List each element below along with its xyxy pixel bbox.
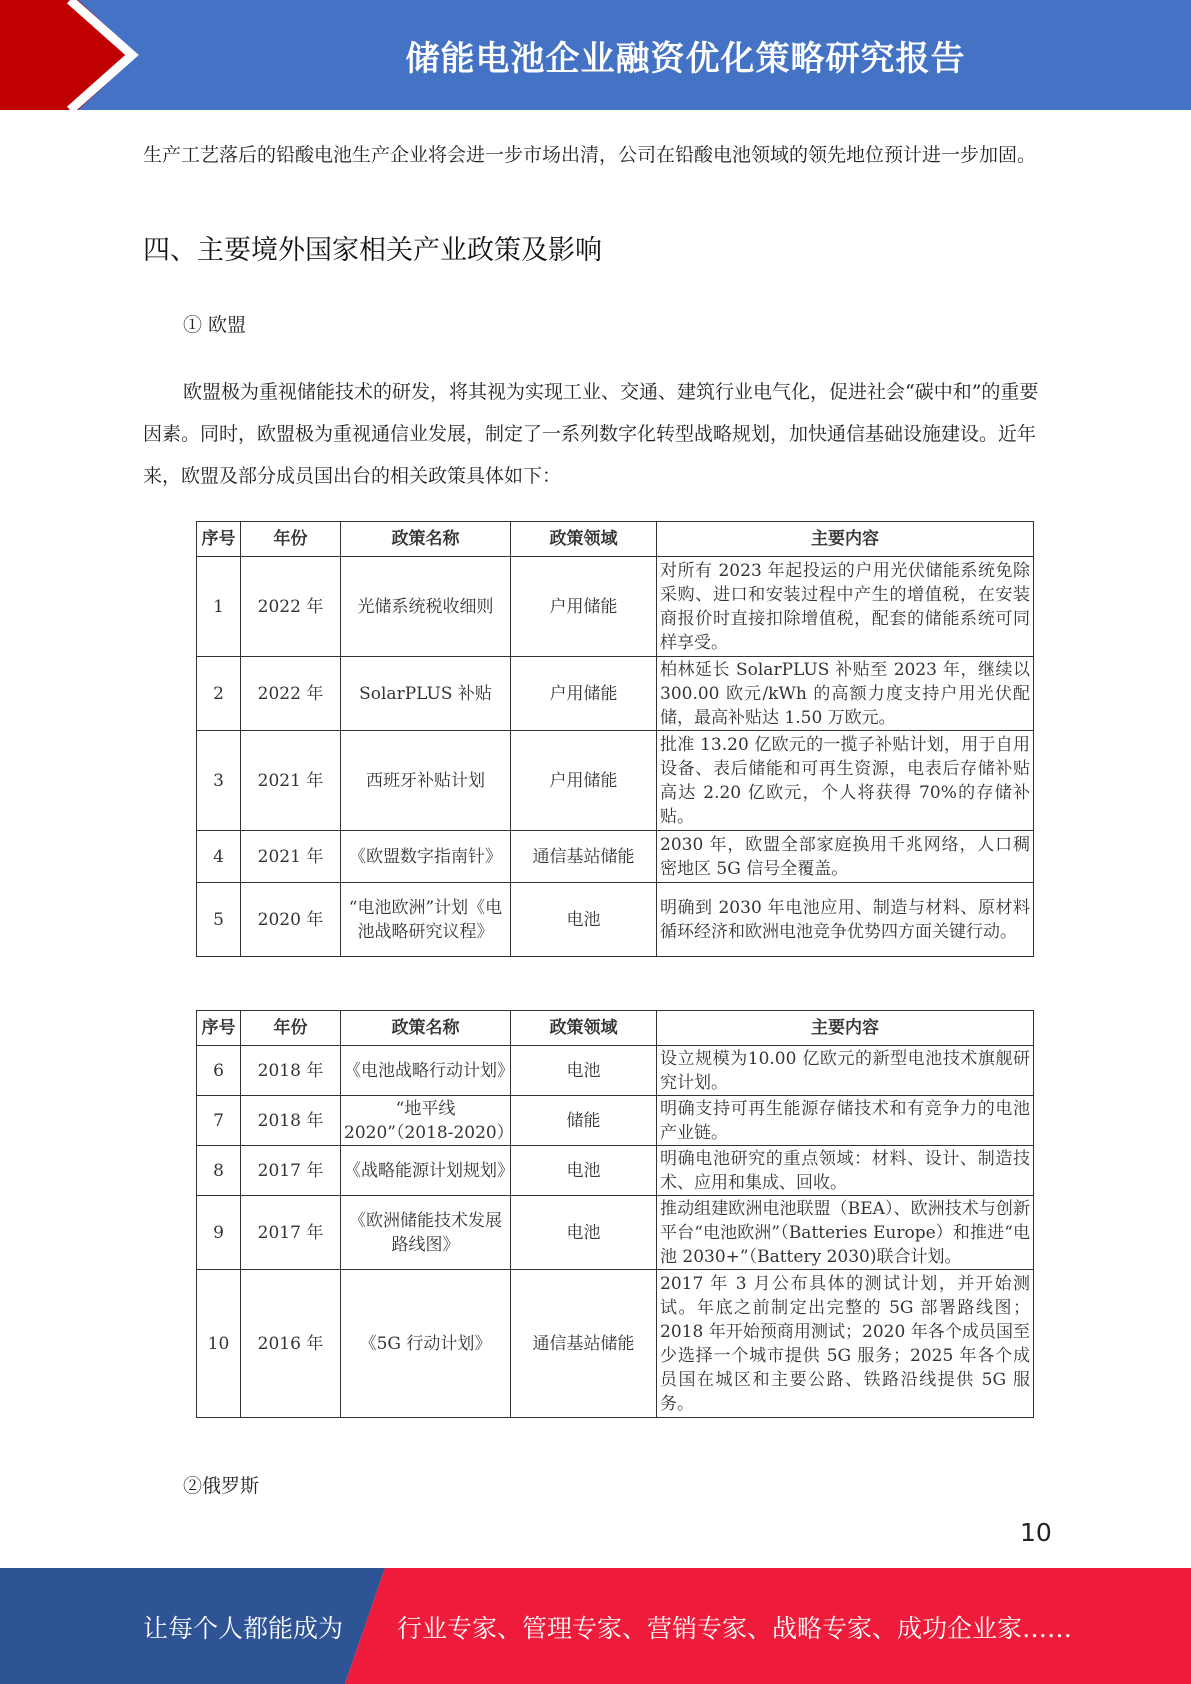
cell-policy-field: 电池 — [511, 1046, 657, 1096]
header-no: 序号 — [197, 1011, 241, 1046]
cell-main-content: 设立规模为10.00 亿欧元的新型电池技术旗舰研究计划。 — [657, 1046, 1034, 1096]
cell-policy-name: 西班牙补贴计划 — [341, 731, 511, 831]
policy-table-2 — [196, 1010, 1034, 1418]
cell-no: 10 — [197, 1270, 241, 1418]
policy-table-1 — [196, 521, 1034, 957]
cell-no: 6 — [197, 1046, 241, 1096]
cell-policy-name: SolarPLUS 补贴 — [341, 657, 511, 731]
table-row — [197, 883, 1034, 957]
cell-main-content: 明确到 2030 年电池应用、制造与材料、原材料循环经济和欧洲电池竞争优势四方面关键行动。 — [657, 883, 1034, 957]
header-no: 序号 — [197, 522, 241, 557]
cell-year: 2016 年 — [241, 1270, 341, 1418]
table-row — [197, 1196, 1034, 1270]
cell-main-content: 批准 13.20 亿欧元的一揽子补贴计划，用于自用设备、表后储能和可再生资源，电表后存储补贴高达 2.20 亿欧元，个人将获得 70%的存储补贴。 — [657, 731, 1034, 831]
subsection-eu: ① 欧盟 — [183, 314, 247, 336]
cell-policy-field: 通信基站储能 — [511, 1270, 657, 1418]
table-row — [197, 557, 1034, 657]
header-policy-field: 政策领域 — [511, 1011, 657, 1046]
header-policy-name: 政策名称 — [341, 1011, 511, 1046]
cell-no: 3 — [197, 731, 241, 831]
cell-main-content: 柏林延长 SolarPLUS 补贴至 2023 年，继续以 300.00 欧元/kWh 的高额力度支持户用光伏配储，最高补贴达 1.50 万欧元。 — [657, 657, 1034, 731]
cell-policy-field: 电池 — [511, 883, 657, 957]
cell-policy-field: 户用储能 — [511, 731, 657, 831]
table-row — [197, 1046, 1034, 1096]
cell-year: 2021 年 — [241, 831, 341, 883]
footer-slogan-right: 行业专家、管理专家、营销专家、战略专家、成功企业家…… — [397, 1614, 1073, 1643]
cell-policy-name: 光储系统税收细则 — [341, 557, 511, 657]
cell-year: 2017 年 — [241, 1146, 341, 1196]
cell-no: 2 — [197, 657, 241, 731]
cell-policy-field: 电池 — [511, 1196, 657, 1270]
report-title: 储能电池企业融资优化策略研究报告 — [405, 38, 966, 79]
header-policy-name: 政策名称 — [341, 522, 511, 557]
page-number: 10 — [1020, 1518, 1052, 1547]
cell-policy-name: 《欧洲储能技术发展路线图》 — [341, 1196, 511, 1270]
table-row — [197, 1270, 1034, 1418]
page-header — [0, 0, 1191, 110]
table-header-row — [197, 522, 1034, 557]
header-main-content: 主要内容 — [657, 1011, 1034, 1046]
cell-policy-name: 《欧盟数字指南针》 — [341, 831, 511, 883]
table-row — [197, 1096, 1034, 1146]
cell-policy-field: 户用储能 — [511, 557, 657, 657]
table-row — [197, 657, 1034, 731]
cell-policy-field: 储能 — [511, 1096, 657, 1146]
header-main-content: 主要内容 — [657, 522, 1034, 557]
table-row — [197, 831, 1034, 883]
cell-main-content: 明确支持可再生能源存储技术和有竞争力的电池产业链。 — [657, 1096, 1034, 1146]
eu-paragraph: 欧盟极为重视储能技术的研发，将其视为实现工业、交通、建筑行业电气化，促进社会“碳中和”的重要因素。同时，欧盟极为重视通信业发展，制定了一系列数字化转型战略规划，加快通信基础设施建设。近年来，欧盟及部分成员国出台的相关政策具体如下： — [143, 381, 1039, 487]
cell-year: 2020 年 — [241, 883, 341, 957]
cell-main-content: 对所有 2023 年起投运的户用光伏储能系统免除采购、进口和安装过程中产生的增值税，在安装商报价时直接扣除增值税，配套的储能系统可同样享受。 — [657, 557, 1034, 657]
cell-policy-field: 户用储能 — [511, 657, 657, 731]
intro-paragraph: 生产工艺落后的铅酸电池生产企业将会进一步市场出清，公司在铅酸电池领域的领先地位预计进一步加固。 — [143, 144, 1037, 166]
cell-policy-field: 通信基站储能 — [511, 831, 657, 883]
subsection-russia: ②俄罗斯 — [183, 1475, 260, 1497]
cell-no: 8 — [197, 1146, 241, 1196]
table-row — [197, 731, 1034, 831]
cell-year: 2017 年 — [241, 1196, 341, 1270]
cell-main-content: 明确电池研究的重点领域：材料、设计、制造技术、应用和集成、回收。 — [657, 1146, 1034, 1196]
footer-slogan-left: 让每个人都能成为 — [143, 1614, 344, 1643]
header-year: 年份 — [241, 522, 341, 557]
section-heading: 四、主要境外国家相关产业政策及影响 — [143, 235, 602, 266]
table-row — [197, 1146, 1034, 1196]
header-policy-field: 政策领域 — [511, 522, 657, 557]
cell-year: 2018 年 — [241, 1046, 341, 1096]
cell-no: 1 — [197, 557, 241, 657]
cell-main-content: 推动组建欧洲电池联盟（BEA）、欧洲技术与创新平台“电池欧洲”（Batteries Europe）和推进“电池 2030+”（Battery 2030)联合计划。 — [657, 1196, 1034, 1270]
cell-year: 2022 年 — [241, 557, 341, 657]
cell-policy-name: 《电池战略行动计划》 — [341, 1046, 511, 1096]
table-header-row — [197, 1011, 1034, 1046]
header-chevron-decoration — [0, 0, 150, 110]
cell-policy-name: “电池欧洲”计划《电池战略研究议程》 — [341, 883, 511, 957]
cell-main-content: 2017 年 3 月公布具体的测试计划，并开始测试。年底之前制定出完整的 5G 部署路线图；2018 年开始预商用测试；2020 年各个成员国至少选择一个城市提供 5G 服务；2025 年各个成员国在城区和主要公路、铁路沿线提供 5G 服务。 — [657, 1270, 1034, 1418]
cell-policy-field: 电池 — [511, 1146, 657, 1196]
cell-no: 4 — [197, 831, 241, 883]
cell-policy-name: “地平线 2020”（2018-2020） — [341, 1096, 511, 1146]
cell-policy-name: 《5G 行动计划》 — [341, 1270, 511, 1418]
cell-no: 5 — [197, 883, 241, 957]
header-year: 年份 — [241, 1011, 341, 1046]
cell-year: 2018 年 — [241, 1096, 341, 1146]
cell-year: 2022 年 — [241, 657, 341, 731]
cell-main-content: 2030 年，欧盟全部家庭换用千兆网络，人口稠密地区 5G 信号全覆盖。 — [657, 831, 1034, 883]
cell-no: 9 — [197, 1196, 241, 1270]
cell-year: 2021 年 — [241, 731, 341, 831]
cell-policy-name: 《战略能源计划规划》 — [341, 1146, 511, 1196]
cell-no: 7 — [197, 1096, 241, 1146]
